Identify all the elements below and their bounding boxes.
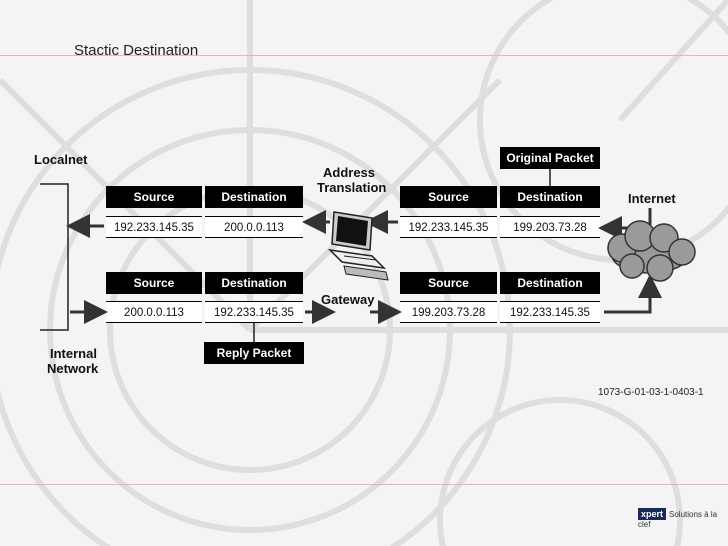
bottom-right-destination-header: Destination (500, 272, 600, 294)
gateway-label: Gateway (321, 292, 375, 307)
top-left-destination-cell: 200.0.0.113 (205, 216, 303, 238)
top-left-destination-header: Destination (205, 186, 303, 208)
bottom-left-destination-header: Destination (205, 272, 303, 294)
company-logo (638, 508, 728, 529)
top-left-source-header: Source (106, 186, 202, 208)
top-left-source-cell: 192.233.145.35 (106, 216, 202, 238)
logo-brand: xpert (638, 508, 666, 520)
logo-tagline: Solutions à la clef (638, 510, 718, 529)
address-translation-label-line1: Address (323, 165, 376, 180)
bottom-right-source-cell: 199.203.73.28 (400, 301, 497, 323)
top-right-source-cell: 192.233.145.35 (400, 216, 497, 238)
bottom-left-source-cell: 200.0.0.113 (106, 301, 202, 323)
original-packet-badge: Original Packet (500, 147, 600, 169)
top-right-destination-header: Destination (500, 186, 600, 208)
bottom-left-source-header: Source (106, 272, 202, 294)
top-right-destination-cell: 199.203.73.28 (500, 216, 600, 238)
localnet-label: Localnet (34, 152, 88, 167)
reference-code: 1073-G-01-03-1-0403-1 (598, 387, 704, 398)
bottom-right-to-internet-arrow (604, 280, 650, 312)
address-translation-label-line2: Translation (317, 180, 387, 195)
bottom-right-destination-cell: 192.233.145.35 (500, 301, 600, 323)
internal-network-label-line1: Internal (50, 346, 97, 361)
internal-network-label-line2: Network (47, 361, 99, 376)
internet-label: Internet (628, 191, 676, 206)
slide-title: Stactic Destination (74, 42, 199, 59)
internet-cloud-icon (608, 221, 695, 281)
top-right-source-header: Source (400, 186, 497, 208)
bottom-left-destination-cell: 192.233.145.35 (205, 301, 303, 323)
localnet-bracket (40, 184, 68, 330)
reply-packet-badge: Reply Packet (204, 342, 304, 364)
bottom-right-source-header: Source (400, 272, 497, 294)
